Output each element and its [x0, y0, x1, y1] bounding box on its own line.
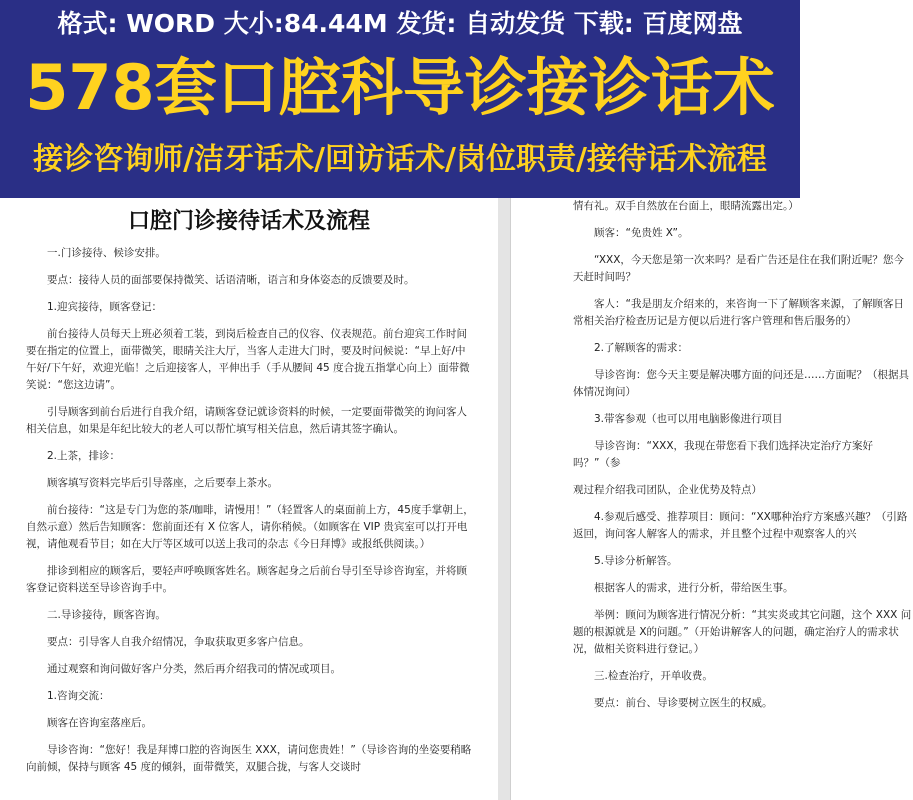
document-paragraph: 导诊咨询：您今天主要是解决哪方面的问还是……方面呢？（根据具体情况询问） — [573, 369, 909, 398]
document-title: 口腔门诊接待话术及流程 — [127, 208, 370, 234]
document-paragraph: 引导顾客到前台后进行自我介绍，请顾客登记就诊资料的时候，一定要面带微笑的询问客人相关信息，如果是年纪比较大的老人可以帮忙填写相关信息，然后请其签字确认。 — [26, 406, 467, 435]
document-paragraph: 一.门诊接待、候诊安排。 — [47, 247, 166, 259]
document-paragraph: 导诊咨询：“XXX，我现在带您看下我们选择决定治疗方案好吗？”（参 — [573, 440, 874, 469]
banner-title: 578套口腔科导诊接诊话术 — [25, 51, 775, 124]
document-paragraph: 4.参观后感受、推荐项目：顾问：“XX哪种治疗方案感兴趣？（引路返回，询问客人解客人的需求，并且整个过程中观察客人的兴 — [573, 511, 908, 540]
promo-banner — [0, 0, 800, 198]
document-paragraph: 观过程介绍我司团队，企业优势及特点） — [573, 484, 762, 496]
document-paragraph: 排诊到相应的顾客后，要轻声呼唤顾客姓名。顾客起身之后前台导引至导诊咨询室，并将顾客登记资料送至导诊咨询手中。 — [26, 565, 467, 594]
document-paragraph: 要点：接待人员的面部要保持微笑、话语清晰，语言和身体姿态的反馈要及时。 — [47, 274, 415, 286]
banner-subtitle: 接诊咨询师/洁牙话术/回访话术/岗位职责/接待话术流程 — [33, 142, 767, 177]
document-paragraph: 前台接待：“这是专门为您的茶/咖啡，请慢用！”（轻置客人的桌面前上方，45度手掌朝上，自然示意）然后告知顾客：您前面还有 X 位客人，请你稍候。（如顾客在 VIP 贵宾室可以打开电视，请他观看节目；如在大厅等区域可以送上我司的杂志《今日拜博》或报纸供阅读。） — [26, 504, 474, 550]
page-gutter — [498, 198, 510, 800]
document-paragraph: 通过观察和询问做好客户分类，然后再介绍我司的情况或项目。 — [47, 663, 341, 675]
document-paragraph: 3.带客参观（也可以用电脑影像进行项目 — [594, 413, 783, 425]
document-paragraph: 导诊咨询：“您好！我是拜博口腔的咨询医生 XXX，请问您贵姓！”（导诊咨询的坐姿要稍略向前倾，保持与顾客 45 度的倾斜，面带微笑，双腿合拢，与客人交谈时 — [26, 744, 472, 773]
document-paragraph: 前台接待人员每天上班必须着工装，到岗后检查自己的仪容、仪表规范。前台迎宾工作时间要在指定的位置上，面带微笑，眼睛关注大厅，当客人走进大门时，要及时问候说：“早上好/中午好/下午好，欢迎光临！之后迎接客人，平伸出手（手从腰间 45 度合拢五指掌心向上）面带微笑说：“您这边请”。 — [26, 328, 470, 391]
document-paragraph: 5.导诊分析解答。 — [594, 555, 678, 567]
document-paragraph: 2.上茶，排诊： — [47, 450, 121, 462]
document-paragraph: 要点：前台、导诊要树立医生的权威。 — [594, 697, 773, 709]
document-paragraph: “XXX，今天您是第一次来吗？是看广告还是住在我们附近呢？您今天赶时间吗？ — [573, 254, 904, 283]
document-paragraph: 要点：引导客人自我介绍情况，争取获取更多客户信息。 — [47, 636, 310, 648]
document-paragraph: 顾客：“免贵姓 X”。 — [594, 227, 689, 239]
document-paragraph: 1.迎宾接待，顾客登记： — [47, 301, 163, 313]
document-page-right — [510, 198, 912, 800]
document-page-left — [0, 198, 499, 800]
product-info-line: 格式: WORD 大小:84.44M 发货: 自动发货 下载: 百度网盘 — [57, 9, 743, 38]
document-paragraph: 2.了解顾客的需求： — [594, 342, 689, 354]
document-paragraph: 三.检查治疗，开单收费。 — [594, 670, 713, 682]
document-paragraph: 顾客填写资料完毕后引导落座，之后要奉上茶水。 — [47, 477, 278, 489]
document-paragraph: 根据客人的需求，进行分析，带给医生事。 — [594, 582, 794, 594]
document-paragraph: 情有礼。双手自然放在台面上，眼睛流露出定。） — [573, 200, 799, 212]
left-page-content — [0, 245, 498, 776]
document-paragraph: 二.导诊接待，顾客咨询。 — [47, 609, 166, 621]
document-paragraph: 1.咨询交流： — [47, 690, 110, 702]
right-page-content — [511, 198, 913, 712]
document-paragraph: 举例：顾问为顾客进行情况分析：“其实炎或其它问题，这个 XXX 问题的根源就是 X的问题。”（开始讲解客人的问题，确定治疗人的需求状况，做相关资料进行登记。） — [573, 609, 912, 655]
document-paragraph: 客人：“我是朋友介绍来的，来咨询一下了解顾客来源，了解顾客日常相关治疗检查历记是方便以后进行客户管理和售后服务的） — [573, 298, 904, 327]
document-paragraph: 顾客在咨询室落座后。 — [47, 717, 152, 729]
